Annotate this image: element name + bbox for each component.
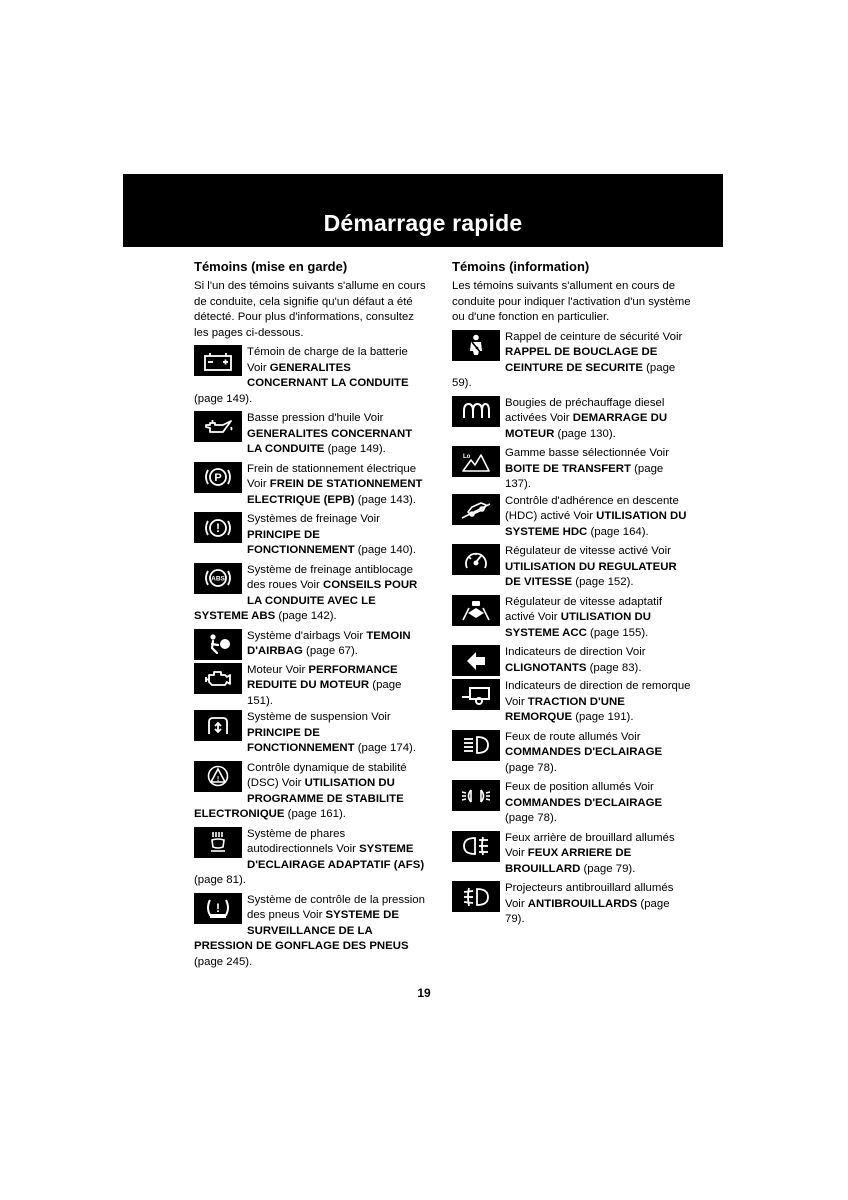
brake-warning-icon <box>194 512 242 543</box>
list-item: Régulateur de vitesse adaptatif activé Voir UTILISATION DU SYSTEME ACC (page 155). <box>452 595 692 642</box>
tire-pressure-icon <box>194 893 242 924</box>
airbag-icon <box>194 629 242 660</box>
list-item: Basse pression d'huile Voir GENERALITES CONCERNANT LA CONDUITE (page 149). <box>194 411 430 458</box>
list-item: Système d'airbags Voir TEMOIN D'AIRBAG (page 67). <box>194 629 430 662</box>
information-lights-heading: Témoins (information) <box>452 259 590 274</box>
list-item: Rappel de ceinture de sécurité Voir RAPPEL DE BOUCLAGE DE CEINTURE DE SECURITE (page 59). <box>452 330 683 389</box>
list-item: ! Systèmes de freinage Voir PRINCIPE DE FONCTIONNEMENT (page 140). <box>194 512 430 559</box>
svg-text:Lo: Lo <box>463 453 471 460</box>
list-item: Moteur Voir PERFORMANCE REDUITE DU MOTEUR (page 151). <box>194 663 430 710</box>
svg-text:!: ! <box>216 901 220 915</box>
oil-can-icon <box>194 411 242 442</box>
cruise-control-icon <box>452 544 500 575</box>
svg-text:ABS: ABS <box>211 575 225 583</box>
header-banner <box>123 174 723 247</box>
list-item: Projecteurs antibrouillard allumés Voir ANTIBROUILLARDS (page 79). <box>452 881 692 928</box>
list-item: ! Système de contrôle de la pression des pneus Voir SYSTEME DE SURVEILLANCE DE LA PRESSION DE GONFLAGE DES PNEUS (page 245). <box>194 893 425 968</box>
warning-lights-column <box>194 258 430 974</box>
list-item: Indicateurs de direction Voir CLIGNOTANTS (page 83). <box>452 645 692 678</box>
list-item: Système de phares autodirectionnels Voir SYSTEME D'ECLAIRAGE ADAPTATIF (AFS) (page 81). <box>194 827 425 886</box>
list-item: Feux de position allumés Voir COMMANDES D'ECLAIRAGE (page 78). <box>452 780 692 827</box>
information-lights-column <box>452 258 692 932</box>
adaptive-headlamp-icon <box>194 827 242 858</box>
page-number: 19 <box>417 986 431 1000</box>
seatbelt-icon <box>452 330 500 361</box>
abs-icon <box>194 563 242 594</box>
list-item: Système de suspension Voir PRINCIPE DE FONCTIONNEMENT (page 174). <box>194 710 430 757</box>
list-item: Feux de route allumés Voir COMMANDES D'ECLAIRAGE (page 78). <box>452 730 692 777</box>
high-beam-icon <box>452 730 500 761</box>
side-lights-icon <box>452 780 500 811</box>
front-fog-icon <box>452 881 500 912</box>
parking-brake-icon <box>194 462 242 493</box>
information-lights-intro: Les témoins suivants s'allument en cours de conduite pour indiquer l'activation d'un système ou d'une fonction en particulier. <box>452 280 691 323</box>
glow-plug-icon <box>452 396 500 427</box>
list-item: Indicateurs de direction de remorque Voir TRACTION D'UNE REMORQUE (page 191). <box>452 679 692 726</box>
list-item: Bougies de préchauffage diesel activées Voir DEMARRAGE DU MOTEUR (page 130). <box>452 396 692 443</box>
page-title: Démarrage rapide <box>323 210 523 236</box>
warning-lights-intro: Si l'un des témoins suivants s'allume en cours de conduite, cela signifie qu'un défaut a été détecté. Pour plus d'informations, consultez les pages ci-dessous. <box>194 280 426 339</box>
low-range-icon <box>452 446 500 477</box>
svg-text:!: ! <box>216 520 220 535</box>
suspension-icon <box>194 710 242 741</box>
list-item: ABS Système de freinage antiblocage des roues Voir CONSEILS POUR LA CONDUITE AVEC LE SYSTEME ABS (page 142). <box>194 563 418 622</box>
svg-text:P: P <box>214 472 222 484</box>
list-item: Feux arrière de brouillard allumés Voir FEUX ARRIERE DE BROUILLARD (page 79). <box>452 831 692 878</box>
list-item: Témoin de charge de la batterie Voir GENERALITES CONCERNANT LA CONDUITE (page 149). <box>194 346 409 405</box>
stability-control-icon <box>194 761 242 792</box>
warning-lights-heading: Témoins (mise en garde) <box>194 259 348 274</box>
hill-descent-icon <box>452 494 500 525</box>
list-item: Régulateur de vitesse activé Voir UTILISATION DU REGULATEUR DE VITESSE (page 152). <box>452 544 692 591</box>
battery-icon <box>194 345 242 376</box>
engine-icon <box>194 663 242 694</box>
list-item: ! Contrôle dynamique de stabilité (DSC) Voir UTILISATION DU PROGRAMME DE STABILITE ELECTRONIQUE (page 161). <box>194 761 407 820</box>
adaptive-cruise-icon <box>452 595 500 626</box>
list-item: Contrôle d'adhérence en descente (HDC) activé Voir UTILISATION DU SYSTEME HDC (page 164). <box>452 494 692 541</box>
svg-text:!: ! <box>216 776 220 783</box>
trailer-icon <box>452 679 500 710</box>
rear-fog-icon <box>452 831 500 862</box>
list-item: Lo Gamme basse sélectionnée Voir BOITE DE TRANSFERT (page 137). <box>452 446 692 493</box>
list-item: P Frein de stationnement électrique Voir FREIN DE STATIONNEMENT ELECTRIQUE (EPB) (page 143). <box>194 462 430 509</box>
turn-signal-icon <box>452 645 500 676</box>
